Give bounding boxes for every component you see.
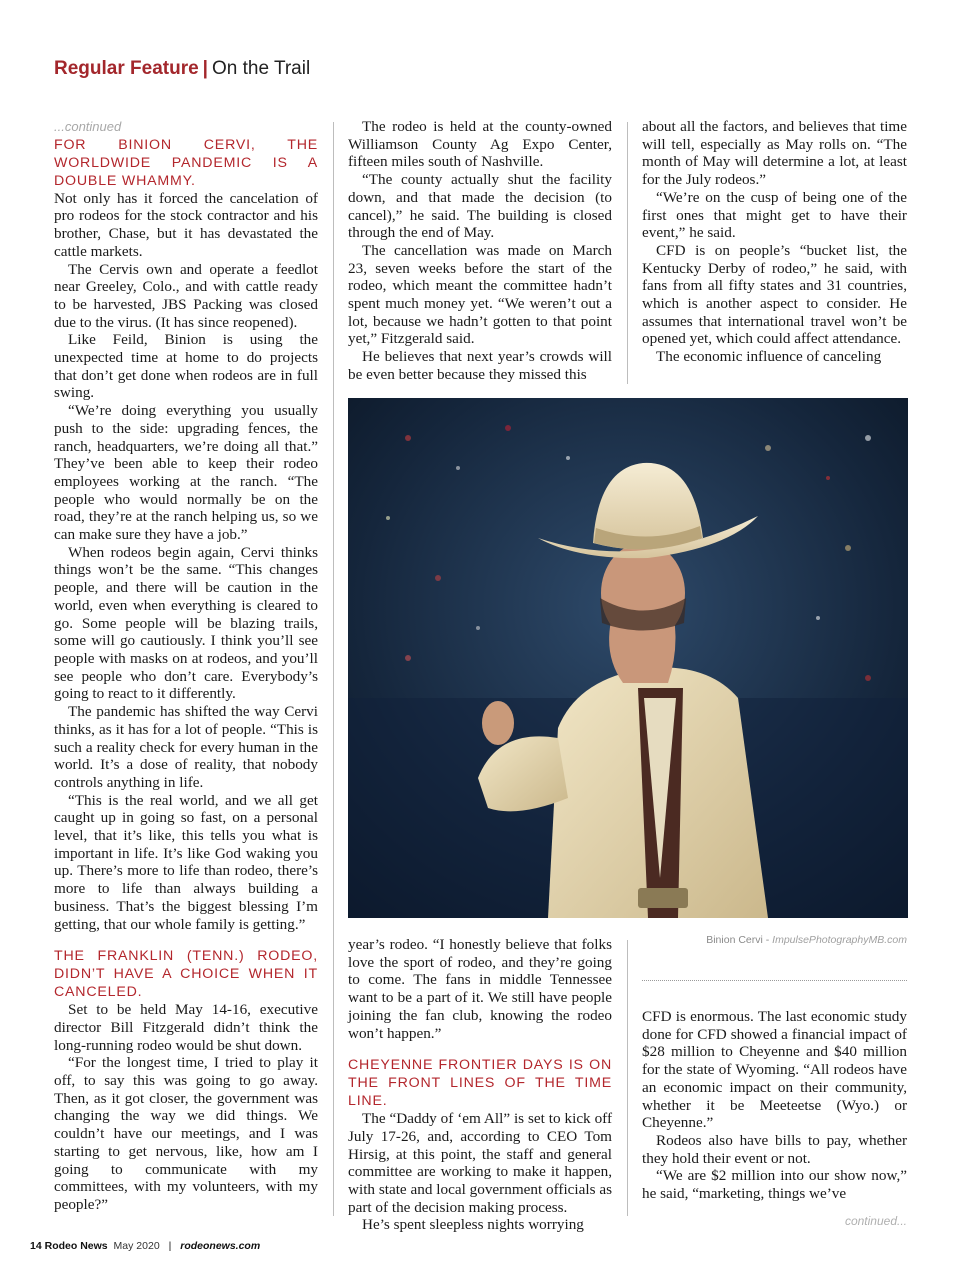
paragraph: The “Daddy of ‘em All” is set to kick off July 17-26, and, according to CEO Tom Hirsig, at this point, the staff and general committee are working to make it happen, with state and local government officials as part of the decision making process. bbox=[348, 1110, 612, 1216]
continued-marker-bottom: continued... bbox=[844, 1214, 907, 1228]
header-separator: | bbox=[202, 58, 208, 79]
paragraph: He believes that next year’s crowds will be even better because they missed this bbox=[348, 348, 612, 383]
photo-caption bbox=[706, 934, 907, 946]
column-rule bbox=[627, 940, 628, 1216]
website-link[interactable]: rodeonews.com bbox=[180, 1240, 261, 1252]
subhead-franklin-rodeo: THE FRANKLIN (TENN.) RODEO, DIDN’T HAVE A CHOICE WHEN IT CANCELED. bbox=[54, 948, 318, 1001]
page-header bbox=[54, 58, 310, 80]
paragraph: When rodeos begin again, Cervi thinks things won’t be the same. “This changes people, and there will be caution in the world, even when everything is cleared to go. Some people will be blazing trails, some will go cautiously. I think you’ll see people with masks on at rodeos, and you’ll see people who don’t care. Everybody’s going to react to it differently. bbox=[54, 543, 318, 703]
paragraph: The pandemic has shifted the way Cervi thinks, as it has for a lot of people. “This is such a reality check for every human in the world. It’s a dose of reality, that nobody controls anything in life. bbox=[54, 703, 318, 791]
paragraph: about all the factors, and believes that time will tell, especially as May rolls on. “The month of May will determine a lot, at least for the July rodeos.” bbox=[642, 118, 907, 189]
magazine-name: Rodeo News bbox=[44, 1240, 108, 1252]
article-column-2-bottom bbox=[348, 936, 612, 1234]
caption-dash: - bbox=[762, 934, 773, 946]
paragraph: The Cervis own and operate a feedlot near Greeley, Colo., and with cattle ready to be harvested, JBS Packing was closed due to the virus. (It has since reopened). bbox=[54, 260, 318, 331]
paragraph: The economic influence of canceling bbox=[656, 348, 882, 366]
paragraph: “We’re doing everything you usually push to the side: upgrading fences, the ranch, headquarters, we’re doing all that.” They’ve been able to keep their rodeo employees working at the ranch. “The people who would normally be on the road, they’re at the ranch helping us, so we can make sure they have a job.” bbox=[54, 402, 318, 544]
article-column-2 bbox=[348, 118, 612, 384]
column-rule bbox=[333, 122, 334, 1216]
section-label: On the Trail bbox=[211, 58, 311, 79]
paragraph: “For the longest time, I tried to play it off, to say this was going to go away. Then, as it got closer, the government was changing the way we did things. We couldn’t have our meetings, and I was starting to get nervous, like, how am I going to communicate with my committees, with my volunteers, with my people?” bbox=[54, 1054, 318, 1213]
paragraph: Not only has it forced the cancelation of pro rodeos for the stock contractor and his brother, Chase, but it has devastated the cattle markets. bbox=[54, 189, 318, 260]
article-column-3 bbox=[642, 118, 907, 366]
page-number: 14 bbox=[30, 1240, 42, 1252]
subhead-cheyenne: CHEYENNE FRONTIER DAYS IS ON THE FRONT LINES OF THE TIME LINE. bbox=[348, 1057, 612, 1110]
paragraph: CFD is enormous. The last economic study done for CFD showed a financial impact of $28 million to Cheyenne and $40 million for the state of Wyoming. “All rodeos have an economic impact on their community, whether it be Meeteetse (Wyo.) or Cheyenne.” bbox=[642, 1008, 907, 1132]
paragraph: Set to be held May 14-16, executive director Bill Fitzgerald didn’t think the long-running rodeo would be shut down. bbox=[54, 1001, 318, 1054]
feature-label: Regular Feature bbox=[54, 58, 199, 79]
caption-credit: ImpulsePhotographyMB.com bbox=[772, 934, 907, 946]
photo-binion-cervi bbox=[348, 398, 908, 918]
paragraph: Like Feild, Binion is using the unexpected time at home to do projects that don’t get done when rodeos are in full swing. bbox=[54, 331, 318, 402]
article-column-1 bbox=[54, 118, 318, 1214]
footer-separator: | bbox=[168, 1240, 172, 1252]
dotted-divider bbox=[642, 980, 907, 981]
paragraph: year’s rodeo. “I honestly believe that folks love the sport of rodeo, and they’re going to come. The fans in middle Tennessee want to be a part of it. We still have people joining the fan club, knowing the rodeo won’t happen.” bbox=[348, 936, 612, 1042]
page-footer bbox=[30, 1240, 260, 1252]
paragraph: He’s spent sleepless nights worrying bbox=[362, 1216, 584, 1234]
continued-marker: ...continued bbox=[54, 119, 122, 134]
subhead-binion-cervi: FOR BINION CERVI, THE WORLDWIDE PANDEMIC IS A DOUBLE WHAMMY. bbox=[54, 136, 318, 189]
issue-date: May 2020 bbox=[113, 1240, 160, 1252]
caption-name: Binion Cervi bbox=[706, 934, 763, 946]
paragraph: The cancellation was made on March 23, seven weeks before the start of the rodeo, which meant the committee hadn’t spent much money yet. “We weren’t out a lot, because we hadn’t gotten to that point yet,” Fitzgerald said. bbox=[348, 241, 612, 348]
column-rule bbox=[627, 122, 628, 384]
paragraph: CFD is on people’s “bucket list, the Kentucky Derby of rodeo,” he said, with fans from all fifty states and 31 countries, which is another aspect to consider. He assumes that international travel won’t be opened yet, which could affect attendance. bbox=[642, 241, 907, 348]
paragraph: “The county actually shut the facility down, and that made the decision (to cancel),” he said. The building is closed through the end of May. bbox=[348, 171, 612, 242]
photo-illustration bbox=[348, 398, 908, 918]
paragraph: “We’re on the cusp of being one of the first ones that might get to have their event,” he said. bbox=[642, 188, 907, 242]
paragraph: Rodeos also have bills to pay, whether they hold their event or not. bbox=[642, 1131, 907, 1167]
paragraph: “We are $2 million into our show now,” he said, “marketing, things we’ve bbox=[642, 1167, 907, 1203]
paragraph: The rodeo is held at the county-owned Williamson County Ag Expo Center, fifteen miles south of Nashville. bbox=[348, 118, 612, 171]
article-column-3-bottom bbox=[642, 1008, 907, 1203]
paragraph: “This is the real world, and we all get caught up in going so fast, on a personal level, that it’s like, this tells you what is important in life. It’s like God waking you up. There’s more to life than rodeo, there’s more to life than always building a business. That’s the biggest blessing I’m getting, that our whole family is getting.” bbox=[54, 791, 318, 933]
